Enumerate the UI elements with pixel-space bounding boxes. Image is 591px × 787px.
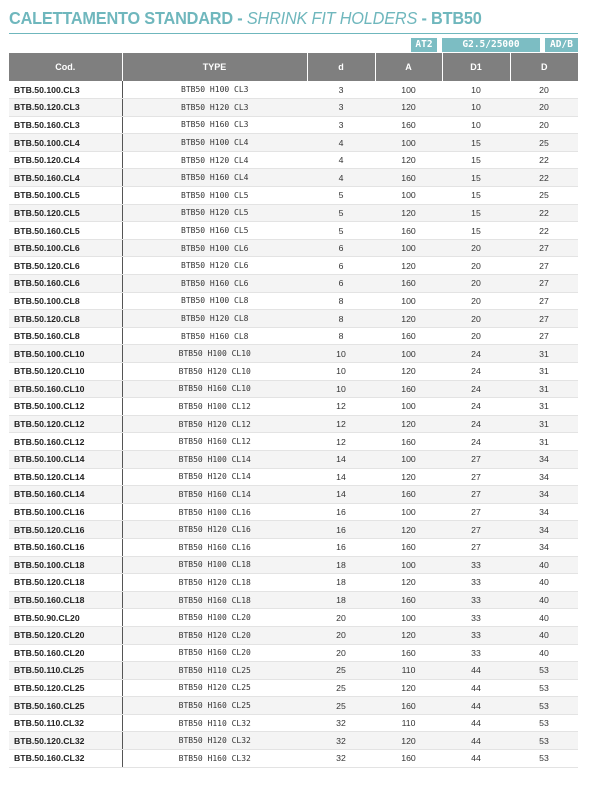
cell-type: BTB50 H120 CL12	[122, 415, 307, 433]
cell-type: BTB50 H160 CL25	[122, 697, 307, 715]
cell-d1: 20	[442, 239, 510, 257]
cell-d: 3	[307, 116, 375, 134]
cell-d: 6	[307, 275, 375, 293]
cell-code: BTB.50.160.CL10	[9, 380, 122, 398]
cell-d1: 15	[442, 169, 510, 187]
table-row	[9, 187, 578, 205]
cell-code: BTB.50.160.CL4	[9, 169, 122, 187]
cell-big-d: 31	[510, 363, 578, 381]
cell-a: 120	[375, 415, 442, 433]
cell-big-d: 31	[510, 398, 578, 416]
cell-d: 18	[307, 574, 375, 592]
cell-d: 20	[307, 626, 375, 644]
column-header-d1: D1	[442, 53, 510, 81]
cell-d1: 20	[442, 327, 510, 345]
cell-type: BTB50 H100 CL3	[122, 81, 307, 99]
cell-big-d: 22	[510, 222, 578, 240]
cell-type: BTB50 H120 CL14	[122, 468, 307, 486]
cell-a: 160	[375, 538, 442, 556]
cell-type: BTB50 H100 CL12	[122, 398, 307, 416]
cell-big-d: 34	[510, 486, 578, 504]
cell-a: 100	[375, 134, 442, 152]
cell-type: BTB50 H110 CL25	[122, 662, 307, 680]
column-header-code: Cod.	[9, 53, 122, 81]
cell-big-d: 20	[510, 116, 578, 134]
table-row	[9, 697, 578, 715]
cell-d: 3	[307, 99, 375, 117]
cell-d: 12	[307, 398, 375, 416]
cell-big-d: 22	[510, 169, 578, 187]
cell-code: BTB.50.120.CL25	[9, 679, 122, 697]
cell-a: 160	[375, 433, 442, 451]
cell-code: BTB.50.120.CL4	[9, 151, 122, 169]
cell-d: 10	[307, 363, 375, 381]
cell-code: BTB.50.110.CL25	[9, 662, 122, 680]
cell-d1: 10	[442, 99, 510, 117]
cell-big-d: 27	[510, 239, 578, 257]
table-row	[9, 398, 578, 416]
cell-code: BTB.50.120.CL10	[9, 363, 122, 381]
cell-big-d: 34	[510, 468, 578, 486]
cell-type: BTB50 H100 CL4	[122, 134, 307, 152]
cell-d1: 33	[442, 644, 510, 662]
cell-d: 12	[307, 415, 375, 433]
cell-d: 10	[307, 380, 375, 398]
table-row	[9, 574, 578, 592]
cell-big-d: 31	[510, 380, 578, 398]
badge-coolant: AD/B	[545, 38, 578, 52]
cell-d1: 27	[442, 450, 510, 468]
cell-a: 120	[375, 204, 442, 222]
cell-d: 14	[307, 468, 375, 486]
cell-d: 5	[307, 222, 375, 240]
cell-d1: 15	[442, 187, 510, 205]
cell-d: 16	[307, 521, 375, 539]
cell-big-d: 20	[510, 99, 578, 117]
cell-big-d: 31	[510, 433, 578, 451]
cell-type: BTB50 H100 CL16	[122, 503, 307, 521]
cell-d1: 24	[442, 415, 510, 433]
table-header	[9, 53, 578, 81]
cell-a: 100	[375, 556, 442, 574]
cell-a: 160	[375, 380, 442, 398]
cell-big-d: 25	[510, 134, 578, 152]
cell-a: 160	[375, 116, 442, 134]
cell-big-d: 34	[510, 503, 578, 521]
cell-big-d: 22	[510, 151, 578, 169]
cell-type: BTB50 H160 CL32	[122, 750, 307, 768]
cell-code: BTB.50.160.CL5	[9, 222, 122, 240]
cell-big-d: 31	[510, 415, 578, 433]
table-row	[9, 626, 578, 644]
title-separator: -	[417, 8, 432, 28]
cell-a: 100	[375, 450, 442, 468]
cell-code: BTB.50.120.CL14	[9, 468, 122, 486]
column-header-big-d: D	[510, 53, 578, 81]
cell-d: 14	[307, 486, 375, 504]
cell-type: BTB50 H160 CL6	[122, 275, 307, 293]
cell-type: BTB50 H120 CL4	[122, 151, 307, 169]
cell-code: BTB.50.100.CL4	[9, 134, 122, 152]
cell-d: 4	[307, 169, 375, 187]
cell-d: 18	[307, 556, 375, 574]
cell-d1: 27	[442, 538, 510, 556]
cell-type: BTB50 H120 CL10	[122, 363, 307, 381]
cell-code: BTB.50.160.CL18	[9, 591, 122, 609]
cell-d: 25	[307, 679, 375, 697]
title-separator: -	[232, 8, 247, 28]
title-subtitle: SHRINK FIT HOLDERS	[246, 8, 418, 28]
cell-big-d: 40	[510, 626, 578, 644]
table-row	[9, 204, 578, 222]
cell-big-d: 53	[510, 697, 578, 715]
table-row	[9, 327, 578, 345]
cell-d: 25	[307, 697, 375, 715]
cell-a: 120	[375, 257, 442, 275]
cell-d1: 20	[442, 310, 510, 328]
title-code: BTB50	[431, 8, 482, 28]
cell-big-d: 27	[510, 275, 578, 293]
cell-type: BTB50 H160 CL14	[122, 486, 307, 504]
cell-d1: 33	[442, 574, 510, 592]
cell-d: 8	[307, 327, 375, 345]
cell-a: 120	[375, 574, 442, 592]
cell-d: 32	[307, 732, 375, 750]
table-row	[9, 275, 578, 293]
table-row	[9, 169, 578, 187]
cell-big-d: 53	[510, 662, 578, 680]
cell-a: 100	[375, 292, 442, 310]
cell-d: 8	[307, 310, 375, 328]
header-row	[9, 53, 578, 81]
cell-d: 3	[307, 81, 375, 99]
title-underline	[9, 33, 578, 34]
table-row	[9, 503, 578, 521]
cell-a: 120	[375, 521, 442, 539]
cell-type: BTB50 H120 CL6	[122, 257, 307, 275]
cell-code: BTB.50.100.CL3	[9, 81, 122, 99]
cell-type: BTB50 H100 CL5	[122, 187, 307, 205]
cell-big-d: 40	[510, 574, 578, 592]
cell-code: BTB.50.120.CL12	[9, 415, 122, 433]
cell-code: BTB.50.120.CL6	[9, 257, 122, 275]
table-row	[9, 679, 578, 697]
cell-d1: 44	[442, 679, 510, 697]
cell-code: BTB.50.100.CL14	[9, 450, 122, 468]
cell-d: 8	[307, 292, 375, 310]
cell-code: BTB.50.160.CL25	[9, 697, 122, 715]
cell-type: BTB50 H160 CL18	[122, 591, 307, 609]
cell-type: BTB50 H100 CL10	[122, 345, 307, 363]
cell-a: 160	[375, 169, 442, 187]
cell-type: BTB50 H160 CL4	[122, 169, 307, 187]
cell-code: BTB.50.120.CL20	[9, 626, 122, 644]
cell-big-d: 25	[510, 187, 578, 205]
product-table	[9, 53, 578, 768]
cell-d1: 15	[442, 204, 510, 222]
cell-code: BTB.50.160.CL3	[9, 116, 122, 134]
cell-a: 120	[375, 151, 442, 169]
cell-a: 100	[375, 345, 442, 363]
column-header-d: d	[307, 53, 375, 81]
cell-a: 160	[375, 750, 442, 768]
table-row	[9, 363, 578, 381]
cell-type: BTB50 H160 CL16	[122, 538, 307, 556]
cell-type: BTB50 H160 CL12	[122, 433, 307, 451]
cell-big-d: 53	[510, 732, 578, 750]
cell-code: BTB.50.110.CL32	[9, 714, 122, 732]
cell-code: BTB.50.100.CL16	[9, 503, 122, 521]
cell-type: BTB50 H120 CL20	[122, 626, 307, 644]
cell-code: BTB.50.100.CL10	[9, 345, 122, 363]
cell-code: BTB.50.120.CL5	[9, 204, 122, 222]
table-row	[9, 644, 578, 662]
cell-d1: 24	[442, 433, 510, 451]
cell-code: BTB.50.100.CL8	[9, 292, 122, 310]
cell-d: 4	[307, 151, 375, 169]
table-row	[9, 591, 578, 609]
cell-code: BTB.50.120.CL18	[9, 574, 122, 592]
cell-type: BTB50 H120 CL3	[122, 99, 307, 117]
cell-d1: 24	[442, 380, 510, 398]
column-header-a: A	[375, 53, 442, 81]
cell-d1: 20	[442, 275, 510, 293]
table-row	[9, 521, 578, 539]
cell-code: BTB.50.160.CL12	[9, 433, 122, 451]
page-title	[9, 8, 482, 29]
cell-code: BTB.50.160.CL16	[9, 538, 122, 556]
cell-d1: 24	[442, 363, 510, 381]
cell-big-d: 27	[510, 257, 578, 275]
cell-a: 160	[375, 486, 442, 504]
table-row	[9, 415, 578, 433]
cell-type: BTB50 H110 CL32	[122, 714, 307, 732]
cell-big-d: 40	[510, 644, 578, 662]
cell-a: 160	[375, 591, 442, 609]
cell-type: BTB50 H100 CL18	[122, 556, 307, 574]
cell-big-d: 40	[510, 591, 578, 609]
cell-a: 120	[375, 99, 442, 117]
cell-type: BTB50 H120 CL8	[122, 310, 307, 328]
cell-type: BTB50 H120 CL32	[122, 732, 307, 750]
cell-a: 120	[375, 626, 442, 644]
cell-a: 110	[375, 714, 442, 732]
cell-d: 32	[307, 714, 375, 732]
cell-big-d: 53	[510, 750, 578, 768]
table-row	[9, 81, 578, 99]
title-main: CALETTAMENTO STANDARD	[9, 8, 233, 28]
cell-big-d: 40	[510, 556, 578, 574]
cell-d1: 27	[442, 468, 510, 486]
cell-d: 20	[307, 609, 375, 627]
cell-a: 160	[375, 327, 442, 345]
cell-a: 120	[375, 310, 442, 328]
cell-code: BTB.50.120.CL3	[9, 99, 122, 117]
table-row	[9, 750, 578, 768]
cell-d1: 15	[442, 151, 510, 169]
cell-a: 120	[375, 732, 442, 750]
cell-type: BTB50 H120 CL25	[122, 679, 307, 697]
cell-d1: 33	[442, 609, 510, 627]
cell-d1: 10	[442, 81, 510, 99]
cell-d1: 20	[442, 292, 510, 310]
cell-a: 100	[375, 187, 442, 205]
table-row	[9, 380, 578, 398]
cell-type: BTB50 H100 CL6	[122, 239, 307, 257]
cell-code: BTB.50.90.CL20	[9, 609, 122, 627]
cell-d: 16	[307, 503, 375, 521]
table-row	[9, 714, 578, 732]
cell-d: 20	[307, 644, 375, 662]
badge-balance-grade: G2.5/25000	[442, 38, 540, 52]
cell-d1: 15	[442, 134, 510, 152]
table-row	[9, 609, 578, 627]
table-row	[9, 239, 578, 257]
table-row	[9, 538, 578, 556]
table-row	[9, 433, 578, 451]
cell-d1: 44	[442, 732, 510, 750]
cell-d1: 20	[442, 257, 510, 275]
cell-type: BTB50 H160 CL3	[122, 116, 307, 134]
cell-big-d: 34	[510, 521, 578, 539]
cell-big-d: 53	[510, 714, 578, 732]
table-row	[9, 116, 578, 134]
cell-type: BTB50 H120 CL5	[122, 204, 307, 222]
cell-big-d: 34	[510, 538, 578, 556]
table-row	[9, 468, 578, 486]
cell-a: 160	[375, 697, 442, 715]
cell-a: 100	[375, 609, 442, 627]
table-row	[9, 222, 578, 240]
cell-code: BTB.50.160.CL14	[9, 486, 122, 504]
cell-d1: 24	[442, 345, 510, 363]
cell-d1: 44	[442, 750, 510, 768]
cell-d: 32	[307, 750, 375, 768]
table-row	[9, 310, 578, 328]
cell-d1: 27	[442, 503, 510, 521]
cell-type: BTB50 H120 CL16	[122, 521, 307, 539]
table-row	[9, 99, 578, 117]
cell-d: 12	[307, 433, 375, 451]
cell-code: BTB.50.100.CL5	[9, 187, 122, 205]
cell-d1: 33	[442, 591, 510, 609]
table-row	[9, 134, 578, 152]
cell-code: BTB.50.120.CL8	[9, 310, 122, 328]
cell-big-d: 22	[510, 204, 578, 222]
cell-d: 16	[307, 538, 375, 556]
cell-type: BTB50 H160 CL20	[122, 644, 307, 662]
cell-d1: 15	[442, 222, 510, 240]
cell-d1: 24	[442, 398, 510, 416]
cell-type: BTB50 H100 CL20	[122, 609, 307, 627]
table-row	[9, 662, 578, 680]
cell-d1: 27	[442, 486, 510, 504]
cell-type: BTB50 H160 CL8	[122, 327, 307, 345]
cell-code: BTB.50.160.CL32	[9, 750, 122, 768]
cell-d1: 44	[442, 714, 510, 732]
table-body	[9, 81, 578, 767]
cell-a: 160	[375, 222, 442, 240]
cell-type: BTB50 H100 CL8	[122, 292, 307, 310]
cell-big-d: 40	[510, 609, 578, 627]
cell-a: 120	[375, 363, 442, 381]
cell-big-d: 27	[510, 327, 578, 345]
cell-d: 25	[307, 662, 375, 680]
cell-big-d: 20	[510, 81, 578, 99]
cell-big-d: 27	[510, 292, 578, 310]
cell-d1: 10	[442, 116, 510, 134]
table-row	[9, 450, 578, 468]
cell-d: 5	[307, 187, 375, 205]
table-row	[9, 345, 578, 363]
cell-a: 100	[375, 81, 442, 99]
table-row	[9, 292, 578, 310]
cell-d: 18	[307, 591, 375, 609]
cell-type: BTB50 H160 CL10	[122, 380, 307, 398]
cell-d: 14	[307, 450, 375, 468]
cell-big-d: 27	[510, 310, 578, 328]
cell-a: 110	[375, 662, 442, 680]
table-row	[9, 556, 578, 574]
badge-at2: AT2	[411, 38, 437, 52]
cell-code: BTB.50.100.CL18	[9, 556, 122, 574]
table-row	[9, 486, 578, 504]
cell-d: 4	[307, 134, 375, 152]
table-row	[9, 257, 578, 275]
cell-code: BTB.50.160.CL8	[9, 327, 122, 345]
table-row	[9, 732, 578, 750]
cell-a: 100	[375, 398, 442, 416]
cell-code: BTB.50.160.CL6	[9, 275, 122, 293]
cell-d1: 27	[442, 521, 510, 539]
cell-d1: 44	[442, 662, 510, 680]
cell-a: 100	[375, 503, 442, 521]
cell-code: BTB.50.120.CL32	[9, 732, 122, 750]
cell-a: 100	[375, 239, 442, 257]
cell-big-d: 31	[510, 345, 578, 363]
cell-a: 160	[375, 275, 442, 293]
cell-d1: 44	[442, 697, 510, 715]
cell-big-d: 34	[510, 450, 578, 468]
cell-type: BTB50 H100 CL14	[122, 450, 307, 468]
cell-a: 120	[375, 679, 442, 697]
cell-code: BTB.50.160.CL20	[9, 644, 122, 662]
cell-a: 160	[375, 644, 442, 662]
cell-d: 5	[307, 204, 375, 222]
cell-type: BTB50 H120 CL18	[122, 574, 307, 592]
cell-big-d: 53	[510, 679, 578, 697]
table-row	[9, 151, 578, 169]
cell-d: 6	[307, 239, 375, 257]
spec-badges	[0, 38, 591, 52]
cell-d: 10	[307, 345, 375, 363]
cell-code: BTB.50.120.CL16	[9, 521, 122, 539]
cell-type: BTB50 H160 CL5	[122, 222, 307, 240]
cell-d1: 33	[442, 556, 510, 574]
cell-code: BTB.50.100.CL6	[9, 239, 122, 257]
cell-d: 6	[307, 257, 375, 275]
column-header-type: TYPE	[122, 53, 307, 81]
cell-code: BTB.50.100.CL12	[9, 398, 122, 416]
cell-d1: 33	[442, 626, 510, 644]
cell-a: 120	[375, 468, 442, 486]
